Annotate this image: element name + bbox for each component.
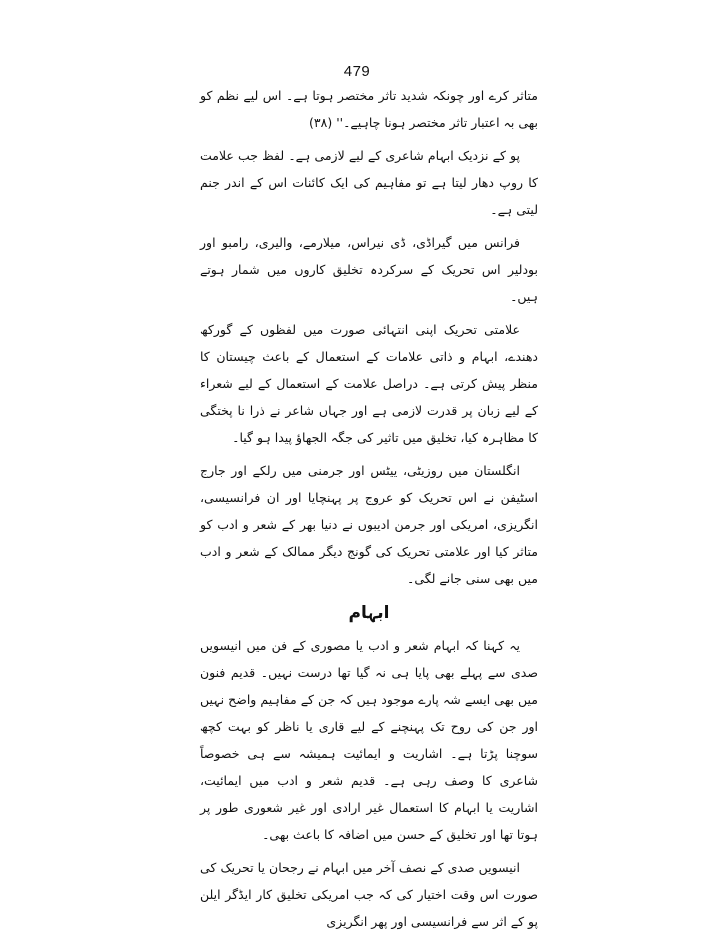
paragraph-ambiguity: یہ کہنا کہ ابہام شعر و ادب یا مصوری کے فن میں انیسویں صدی سے پہلے بھی پایا ہی نہ گیا تھا درست نہیں۔ قدیم فنون میں بھی ایسے شہ پارے موجود ہیں کہ جن کے مفاہیم واضح نہیں اور جن کی روح تک پہنچنے کے لیے قاری یا ناظر کو بہت کچھ سوچنا پڑتا ہے۔ اشاریت و ایمائیت ہمیشہ سے ہی خصوصاً شاعری کا وصف رہی ہے۔ قدیم شعر و ادب میں ایمائیت، اشاریت یا ابہام کا استعمال غیر ارادی اور غیر شعوری طور پر ہوتا تھا اور تخلیق کے حسن میں اضافہ کا باعث بھی۔ bbox=[200, 638, 538, 842]
page-body bbox=[200, 82, 538, 941]
section-heading: ابہام bbox=[348, 603, 390, 623]
paragraph-symbolism: علامتی تحریک اپنی انتہائی صورت میں لفظوں کے گورکھ دھندے، ابہام و ذاتی علامات کے استعمال کے باعث چیستان کا منظر پیش کرتی ہے۔ دراصل علامت کے استعمال کے لیے شعراء کے لیے زبان پر قدرت لازمی ہے اور جہاں شاعر نے ذرا نا پختگی کا مظاہرہ کیا، تخلیق میں تاثیر کی جگہ الجھاؤ پیدا ہو گیا۔ bbox=[200, 322, 538, 445]
paragraph-france: فرانس میں گیراڈی، ڈی نیراس، میلارمے، والیری، رامبو اور بودلیر اس تحریک کے سرکردہ تخلیق کاروں میں شمار ہوتے ہیں۔ bbox=[200, 235, 538, 304]
paragraph-quote-end: متاثر کرے اور چونکہ شدید تاثر مختصر ہوتا ہے۔ اس لیے نظم کو بھی بہ اعتبار تاثر مختصر ہونا چاہیے۔'' (۳۸) bbox=[200, 88, 538, 130]
paragraph-poe: پو کے نزدیک ابہام شاعری کے لیے لازمی ہے۔ لفظ جب علامت کا روپ دھار لیتا ہے تو مفاہیم کی ایک کائنات اس کے اندر جنم لیتی ہے۔ bbox=[200, 148, 538, 217]
page-number: 479 bbox=[343, 63, 371, 80]
paragraph-nineteenth-century: انیسویں صدی کے نصف آخر میں ابہام نے رجحان یا تحریک کی صورت اس وقت اختیار کی کہ جب امریکی تخلیق کار ایڈگر ایلن پو کے اثر سے فرانسیسی اور پھر انگریزی bbox=[200, 860, 538, 929]
paragraph-england: انگلستان میں روزیٹی، ییٹس اور جرمنی میں رلکے اور جارج اسٹیفن نے اس تحریک کو عروج پر پہنچایا اور ان فرانسیسی، انگریزی، امریکی اور جرمن ادیبوں نے دنیا بھر کے شعر و ادب کو متاثر کیا اور علامتی تحریک کی گونج دیگر ممالک کے شعر و ادب میں بھی سنی جانے لگی۔ bbox=[200, 463, 538, 586]
